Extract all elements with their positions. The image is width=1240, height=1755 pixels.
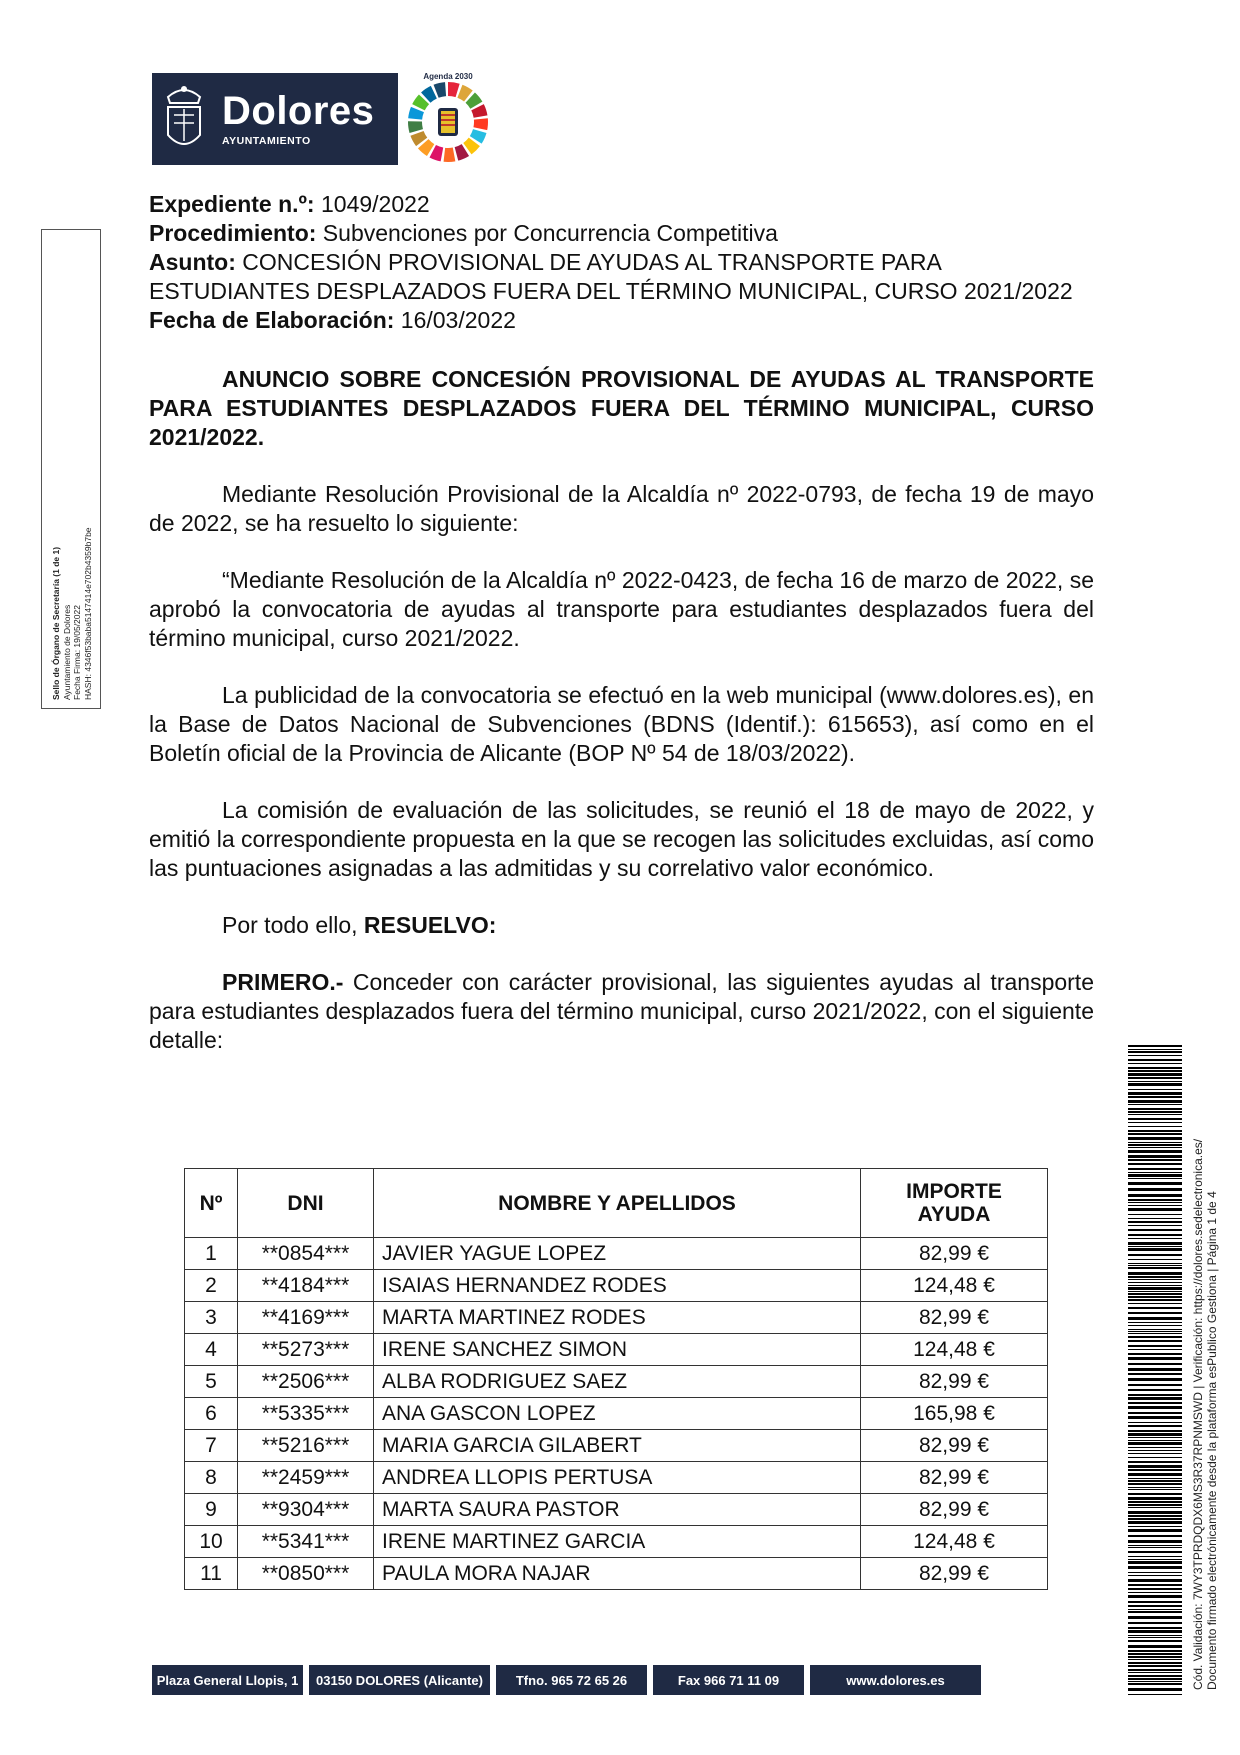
coat-of-arms-icon xyxy=(162,79,206,159)
footer-bar xyxy=(152,1665,981,1695)
fecha-label: Fecha de Elaboración: xyxy=(149,307,395,333)
row-nombre: MARTA MARTINEZ RODES xyxy=(374,1302,861,1334)
row-numero: 2 xyxy=(185,1270,238,1302)
row-numero: 7 xyxy=(185,1430,238,1462)
header-dni: DNI xyxy=(238,1169,374,1238)
row-importe: 82,99 € xyxy=(861,1558,1048,1590)
fecha-line xyxy=(149,306,1094,335)
row-importe: 82,99 € xyxy=(861,1494,1048,1526)
procedimiento-label: Procedimiento: xyxy=(149,220,317,246)
row-dni: **5273*** xyxy=(238,1334,374,1366)
row-numero: 10 xyxy=(185,1526,238,1558)
fecha-value: 16/03/2022 xyxy=(394,307,516,333)
row-nombre: IRENE MARTINEZ GARCIA xyxy=(374,1526,861,1558)
row-nombre: ANA GASCON LOPEZ xyxy=(374,1398,861,1430)
row-numero: 8 xyxy=(185,1462,238,1494)
header-importe: IMPORTE AYUDA xyxy=(861,1169,1048,1238)
seal-line: Ayuntamiento de Dolores xyxy=(61,604,72,700)
validation-text xyxy=(1191,1040,1219,1690)
row-dni: **2459*** xyxy=(238,1462,374,1494)
table-header-row xyxy=(185,1169,1048,1238)
row-nombre: PAULA MORA NAJAR xyxy=(374,1558,861,1590)
row-numero: 9 xyxy=(185,1494,238,1526)
row-importe: 124,48 € xyxy=(861,1270,1048,1302)
row-importe: 82,99 € xyxy=(861,1430,1048,1462)
paragraph-primero xyxy=(149,968,1094,1055)
row-numero: 5 xyxy=(185,1366,238,1398)
asunto-line xyxy=(149,248,1094,306)
table-row xyxy=(185,1558,1048,1590)
row-importe: 165,98 € xyxy=(861,1398,1048,1430)
validation-line: Cód. Validación: 7WY3TPRDQDX6MS3R37RPNMSWD | Verificación: https://dolores.sedelectronica.es/ xyxy=(1191,1138,1205,1690)
row-dni: **0850*** xyxy=(238,1558,374,1590)
row-importe: 124,48 € xyxy=(861,1334,1048,1366)
logo-name: Dolores xyxy=(222,89,375,133)
paragraph-resuelvo xyxy=(149,911,1094,940)
secretaria-seal-box xyxy=(41,229,101,709)
expediente-label: Expediente n.º: xyxy=(149,191,315,217)
table-row xyxy=(185,1334,1048,1366)
row-nombre: ISAIAS HERNANDEZ RODES xyxy=(374,1270,861,1302)
dolores-logo xyxy=(152,73,398,165)
resuelvo-label: RESUELVO: xyxy=(363,912,497,938)
row-dni: **2506*** xyxy=(238,1366,374,1398)
asunto-value: CONCESIÓN PROVISIONAL DE AYUDAS AL TRANSPORTE PARA ESTUDIANTES DESPLAZADOS FUERA DEL TÉRMINO MUNICIPAL, CURSO 2021/2022 xyxy=(149,249,1073,304)
paragraph-comision: La comisión de evaluación de las solicitudes, se reunió el 18 de mayo de 2022, y emitió la correspondiente propuesta en la que se recogen las solicitudes excluidas, así como las puntuaciones asignadas a las admitidas y su correlativo valor económico. xyxy=(149,797,1094,881)
row-numero: 6 xyxy=(185,1398,238,1430)
row-numero: 3 xyxy=(185,1302,238,1334)
row-numero: 1 xyxy=(185,1238,238,1270)
document-meta xyxy=(149,190,1094,335)
table-row xyxy=(185,1462,1048,1494)
table-body xyxy=(185,1238,1048,1590)
row-dni: **5341*** xyxy=(238,1526,374,1558)
procedimiento-line xyxy=(149,219,1094,248)
footer-phone: Tfno. 965 72 65 26 xyxy=(496,1665,647,1695)
row-importe: 82,99 € xyxy=(861,1366,1048,1398)
row-dni: **9304*** xyxy=(238,1494,374,1526)
table-row xyxy=(185,1270,1048,1302)
row-nombre: MARTA SAURA PASTOR xyxy=(374,1494,861,1526)
logo-subtitle: AYUNTAMIENTO xyxy=(222,135,311,147)
footer-city: 03150 DOLORES (Alicante) xyxy=(309,1665,490,1695)
agenda-label: Agenda 2030 xyxy=(423,72,473,81)
header-numero: Nº xyxy=(185,1169,238,1238)
row-numero: 4 xyxy=(185,1334,238,1366)
asunto-label: Asunto: xyxy=(149,249,236,275)
paragraph-convocatoria: “Mediante Resolución de la Alcaldía nº 2022-0423, de fecha 16 de marzo de 2022, se aprobó la convocatoria de ayudas al transporte para estudiantes desplazados fuera del término municipal, curso 2021/2022. xyxy=(149,567,1094,651)
barcode-icon xyxy=(1128,1045,1182,1695)
row-importe: 82,99 € xyxy=(861,1238,1048,1270)
seal-line: Fecha Firma: 19/05/2022 xyxy=(72,605,82,700)
row-importe: 82,99 € xyxy=(861,1302,1048,1334)
validation-line: Documento firmado electrónicamente desde la plataforma esPublico Gestiona | Página 1 de 4 xyxy=(1205,1191,1219,1690)
table-row xyxy=(185,1302,1048,1334)
row-nombre: ALBA RODRIGUEZ SAEZ xyxy=(374,1366,861,1398)
table-row xyxy=(185,1526,1048,1558)
row-dni: **4169*** xyxy=(238,1302,374,1334)
header-nombre: NOMBRE Y APELLIDOS xyxy=(374,1169,861,1238)
row-dni: **4184*** xyxy=(238,1270,374,1302)
table-row xyxy=(185,1430,1048,1462)
expediente-value: 1049/2022 xyxy=(314,191,430,217)
seal-title: Sello de Órgano de Secretaría (1 de 1) xyxy=(51,546,61,700)
agenda-2030-logo xyxy=(400,70,496,166)
row-dni: **5216*** xyxy=(238,1430,374,1462)
seal-hash: HASH: 4346f53baba5147414e702b4359b7be xyxy=(82,527,93,700)
paragraph-publicidad: La publicidad de la convocatoria se efectuó en la web municipal (www.dolores.es), en la Base de Datos Nacional de Subvenciones (BDNS (Identif.): 615653), así como en el Boletín oficial de la Provincia de Alicante (BOP Nº 54 de 18/03/2022). xyxy=(149,682,1094,766)
row-importe: 124,48 € xyxy=(861,1526,1048,1558)
table-row xyxy=(185,1366,1048,1398)
footer-fax: Fax 966 71 11 09 xyxy=(653,1665,804,1695)
table-row xyxy=(185,1494,1048,1526)
expediente-line xyxy=(149,190,1094,219)
procedimiento-value: Subvenciones por Concurrencia Competitiva xyxy=(316,220,778,246)
footer-address: Plaza General Llopis, 1 xyxy=(152,1665,303,1695)
resuelvo-prefix: Por todo ello, xyxy=(222,912,364,938)
row-numero: 11 xyxy=(185,1558,238,1590)
row-nombre: ANDREA LLOPIS PERTUSA xyxy=(374,1462,861,1494)
paragraph-resolution: Mediante Resolución Provisional de la Alcaldía nº 2022-0793, de fecha 19 de mayo de 2022, se ha resuelto lo siguiente: xyxy=(149,481,1094,536)
row-importe: 82,99 € xyxy=(861,1462,1048,1494)
primero-label: PRIMERO.- xyxy=(222,969,344,995)
row-dni: **5335*** xyxy=(238,1398,374,1430)
seal-text xyxy=(51,240,93,700)
row-nombre: MARIA GARCIA GILABERT xyxy=(374,1430,861,1462)
primero-text: Conceder con carácter provisional, las siguientes ayudas al transporte para estudiantes desplazados fuera del término municipal, curso 2021/2022, con el siguiente detalle: xyxy=(149,969,1094,1053)
ayudas-table xyxy=(184,1168,1048,1590)
row-dni: **0854*** xyxy=(238,1238,374,1270)
announcement-heading: ANUNCIO SOBRE CONCESIÓN PROVISIONAL DE AYUDAS AL TRANSPORTE PARA ESTUDIANTES DESPLAZADOS FUERA DEL TÉRMINO MUNICIPAL, CURSO 2021/2022. xyxy=(149,366,1094,450)
footer-web[interactable]: www.dolores.es xyxy=(810,1665,981,1695)
document-body xyxy=(149,190,1094,1055)
row-nombre: IRENE SANCHEZ SIMON xyxy=(374,1334,861,1366)
table-row xyxy=(185,1238,1048,1270)
table-row xyxy=(185,1398,1048,1430)
row-nombre: JAVIER YAGUE LOPEZ xyxy=(374,1238,861,1270)
